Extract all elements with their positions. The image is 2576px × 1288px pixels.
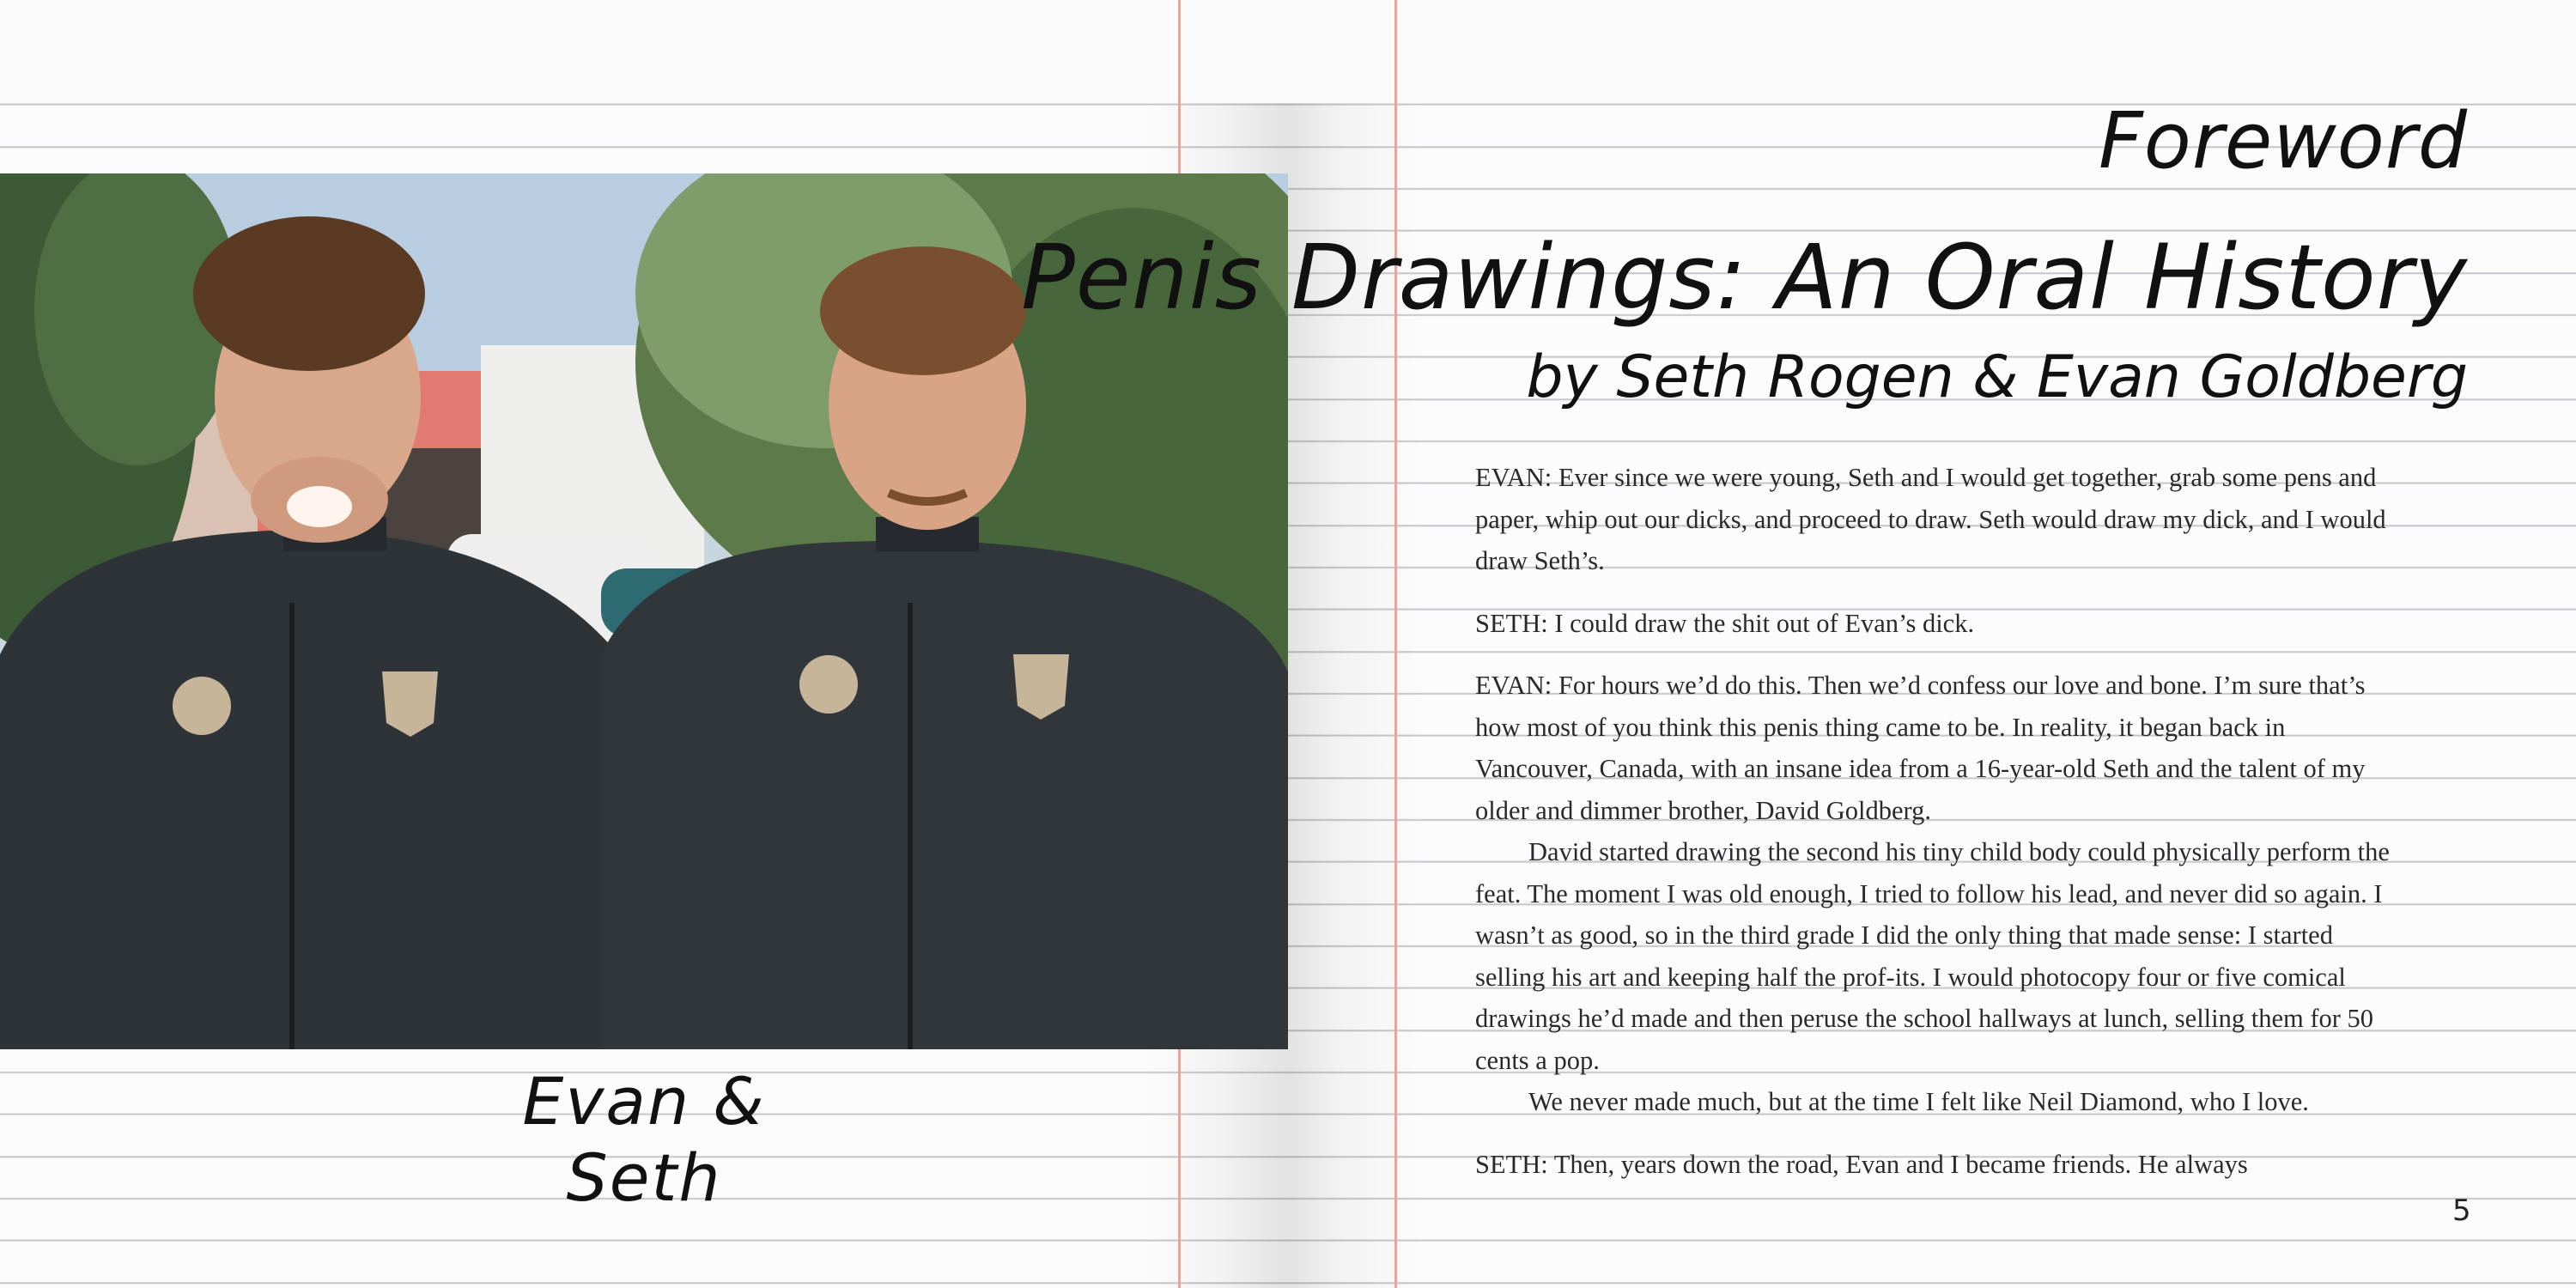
chapter-title: Penis Drawings: An Oral History bbox=[1021, 225, 2468, 330]
paragraph: We never made much, but at the time I felt like Neil Diamond, who I love. bbox=[1528, 1087, 2309, 1116]
section-label: Foreword bbox=[2098, 96, 2468, 186]
body-text bbox=[1475, 457, 2403, 1185]
page-number: 5 bbox=[2452, 1194, 2471, 1228]
byline: by Seth Rogen & Evan Goldberg bbox=[1526, 343, 2468, 411]
page-top-margin bbox=[0, 0, 2576, 103]
paragraph: SETH: Then, years down the road, Evan and I became friends. He always bbox=[1475, 1149, 2248, 1179]
paragraph: EVAN: Ever since we were young, Seth and I would get together, grab some pens and paper, whip out our dicks, and proceed to draw. Seth would draw my dick, and I would draw Seth’s. bbox=[1475, 463, 2386, 575]
paragraph: SETH: I could draw the shit out of Evan’s dick. bbox=[1475, 608, 1975, 638]
right-margin-rule bbox=[1394, 0, 1397, 1288]
photo-caption: Evan & Seth bbox=[522, 1063, 766, 1216]
paragraph: EVAN: For hours we’d do this. Then we’d confess our love and bone. I’m sure that’s how most of you think this penis thing came to be. In reality, it began back in Vancouver, Canada, with an insane idea from a 16-year-old Seth and the talent of my older and dimmer brother, David Goldberg. bbox=[1475, 671, 2366, 825]
paragraph: David started drawing the second his tiny child body could physically perform the feat. The moment I was old enough, I tried to follow his lead, and never did so again. I wasn’t as good, so in the third grade I did the only thing that made sense: I started selling his art and keeping half the prof-its. I would photocopy four or five comical drawings he’d made and then peruse the school hallways at lunch, selling them for 50 cents a pop. bbox=[1475, 837, 2390, 1075]
